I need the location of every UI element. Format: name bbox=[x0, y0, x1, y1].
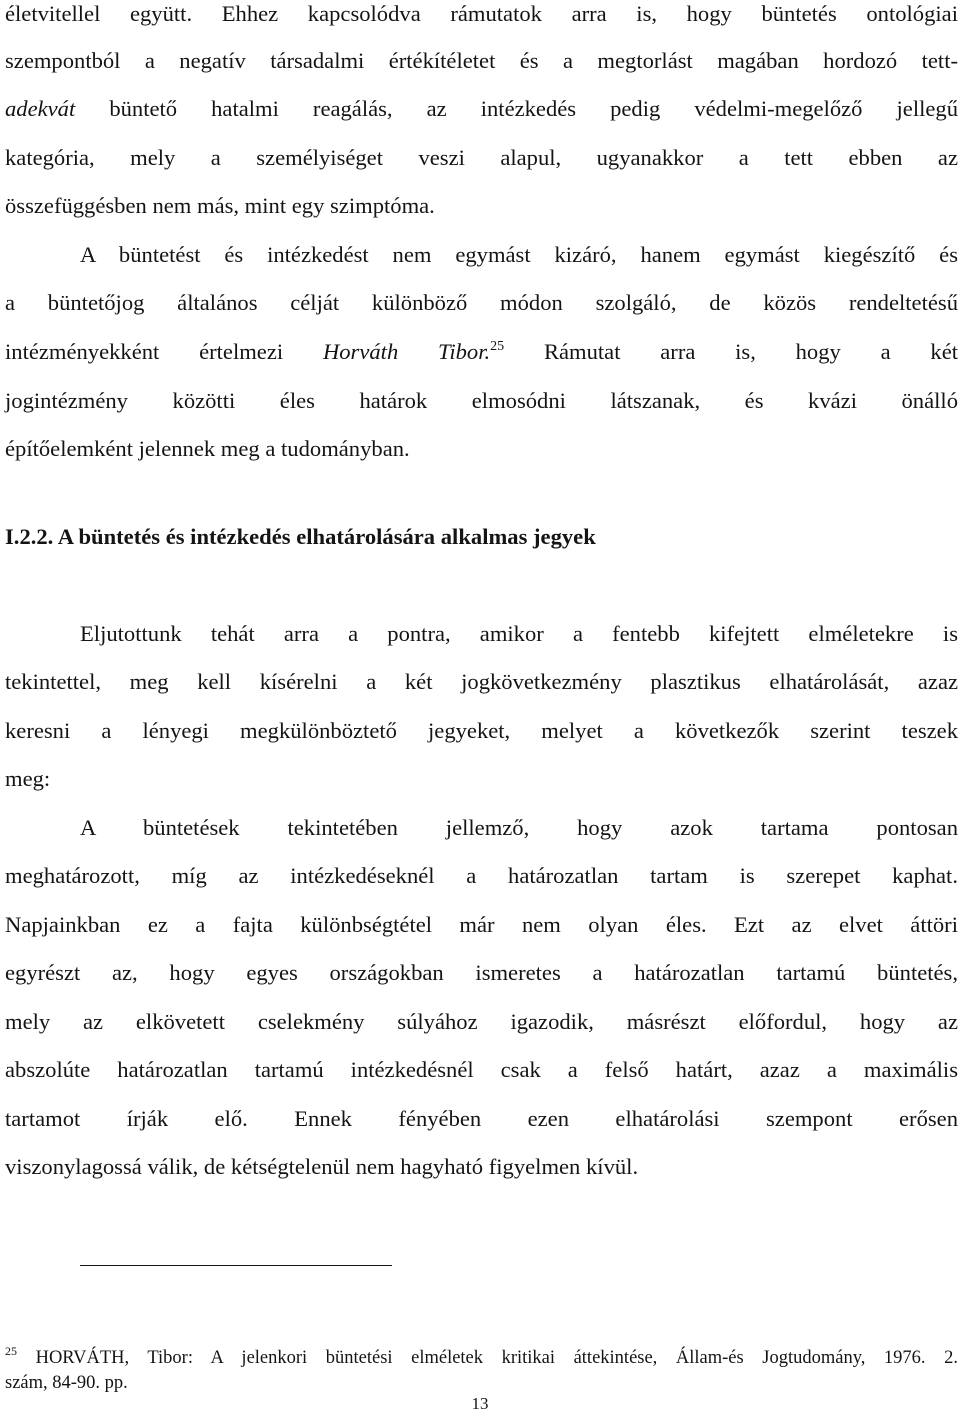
body-line-6: A büntetést és intézkedést nem egymást kizáró, hanem egymást kiegészítő és bbox=[80, 242, 958, 267]
page-number: 13 bbox=[471, 1394, 489, 1413]
section-line-1: Eljutottunk tehát arra a pontra, amikor a fentebb kifejtett elméletekre is bbox=[80, 621, 958, 646]
section-line-9: mely az elkövetett cselekmény súlyához igazodik, másrészt előfordul, hogy az bbox=[5, 1009, 958, 1034]
section-heading: I.2.2. A büntetés és intézkedés elhatárolására alkalmas jegyek bbox=[5, 524, 596, 549]
section-line-4: meg: bbox=[5, 766, 51, 791]
section-line-6: meghatározott, míg az intézkedéseknél a határozatlan tartam is szerepet kaphat. bbox=[5, 863, 958, 888]
body-line-7: a büntetőjog általános célját különböző módon szolgáló, de közös rendeltetésű bbox=[5, 290, 958, 315]
section-line-7: Napjainkban ez a fajta különbségtétel már nem olyan éles. Ezt az elvet áttöri bbox=[5, 912, 958, 937]
body-line-8-text: intézményekként értelmezi bbox=[5, 339, 284, 364]
body-line-5: összefüggésben nem más, mint egy szimptóma. bbox=[5, 193, 435, 218]
footnote-separator bbox=[80, 1265, 392, 1266]
body-line-4: kategória, mely a személyiséget veszi alapul, ugyanakkor a tett ebben az bbox=[5, 145, 958, 170]
author-name: Horváth Tibor. bbox=[322, 339, 491, 364]
footnote-line-2: szám, 84-90. pp. bbox=[5, 1373, 128, 1393]
section-line-8: egyrészt az, hogy egyes országokban ismeretes a határozatlan tartamú büntetés, bbox=[5, 960, 958, 985]
body-line-1: életvitellel együtt. Ehhez kapcsolódva rámutatok arra is, hogy büntetés ontológiai bbox=[5, 1, 958, 26]
body-line-2: szempontból a negatív társadalmi értékítéletet és a megtorlást magában hordozó tett- bbox=[5, 48, 958, 73]
body-line-8 bbox=[5, 338, 958, 366]
section-line-10: abszolúte határozatlan tartamú intézkedésnél csak a felső határt, azaz a maximális bbox=[5, 1057, 958, 1082]
section-line-3: keresni a lényegi megkülönböztető jegyeket, melyet a következők szerint teszek bbox=[5, 718, 958, 743]
body-line-3-text: büntető hatalmi reagálás, az intézkedés pedig védelmi-megelőző jellegű bbox=[109, 96, 958, 121]
footnote-reference: 25 bbox=[490, 339, 505, 354]
section-line-12: viszonylagossá válik, de kétségtelenül nem hagyható figyelmen kívül. bbox=[5, 1154, 639, 1179]
body-line-8-tail: Rámutat arra is, hogy a két bbox=[543, 339, 958, 364]
footnote-text: HORVÁTH, Tibor: A jelenkori büntetési elméletek kritikai áttekintése, Állam-és Jogtudomány, 1976. 2. bbox=[35, 1348, 959, 1368]
body-line-3 bbox=[5, 95, 958, 123]
body-line-10: építőelemként jelennek meg a tudományban. bbox=[5, 436, 410, 461]
section-line-5: A büntetések tekintetében jellemző, hogy azok tartama pontosan bbox=[80, 815, 958, 840]
section-line-11: tartamot írják elő. Ennek fényében ezen elhatárolási szempont erősen bbox=[5, 1106, 958, 1131]
footnote-number: 25 bbox=[5, 1344, 17, 1358]
italic-term: adekvát bbox=[5, 96, 76, 121]
body-line-9: jogintézmény közötti éles határok elmosódni látszanak, és kvázi önálló bbox=[5, 388, 958, 413]
section-line-2: tekintettel, meg kell kísérelni a két jogkövetkezmény plasztikus elhatárolását, azaz bbox=[5, 669, 958, 694]
footnote-line-1 bbox=[5, 1344, 959, 1369]
